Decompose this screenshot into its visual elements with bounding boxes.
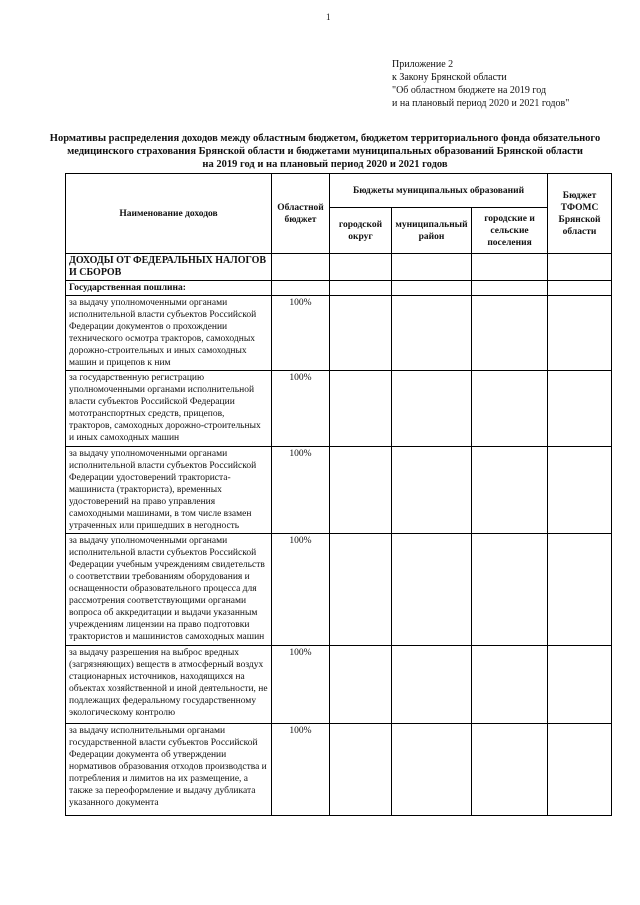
table-row	[66, 447, 612, 534]
subsection-title: Государственная пошлина:	[66, 281, 272, 296]
header-settlements: городские и сельские поселения	[472, 208, 548, 254]
annex-line-2: к Закону Брянской области	[392, 72, 507, 83]
annex-header	[392, 58, 569, 110]
table-row	[66, 371, 612, 447]
header-income-name: Наименование доходов	[66, 174, 272, 254]
document-title	[40, 132, 610, 171]
income-description: за выдачу уполномоченными органами исполнительной власти субъектов Российской Федерации документов о прохождении технического осмотра тракторов, самоходных дорожно-строительных и иных самоходных машин и прицепов к ним	[66, 296, 272, 371]
regional-share: 100%	[272, 724, 330, 816]
title-line-3: на 2019 год и на плановый период 2020 и 2021 годов	[202, 159, 448, 170]
income-description: за выдачу уполномоченными органами исполнительной власти субъектов Российской Федерации учебным учреждениям свидетельств о соответствии требованиям оборудования и оснащенности образовательного процесса для рассмотрения соответствующими органами вопроса об аккредитации и выдачи указанным учреждениям лицензии на право подготовки трактористов и машинистов самоходных машин	[66, 534, 272, 646]
table-row	[66, 646, 612, 724]
regional-share: 100%	[272, 296, 330, 371]
income-description: за выдачу уполномоченными органами исполнительной власти субъектов Российской Федерации удостоверений тракториста-машиниста (тракториста), временных удостоверений на право управления самоходными машинами, в том числе взамен утраченных или пришедших в негодность	[66, 447, 272, 534]
annex-line-4: и на плановый период 2020 и 2021 годов"	[392, 98, 570, 109]
subsection-row	[66, 281, 612, 296]
header-tfoms-budget: Бюджет ТФОМС Брянской области	[548, 174, 612, 254]
regional-share: 100%	[272, 371, 330, 447]
header-municipal-budgets: Бюджеты муниципальных образований	[330, 174, 548, 208]
distribution-table	[65, 173, 612, 816]
table-row	[66, 296, 612, 371]
header-municipal-district: муниципальный район	[392, 208, 472, 254]
income-description: за выдачу разрешения на выброс вредных (загрязняющих) веществ в атмосферный воздух стационарных источников, находящихся на объектах хозяйственной и иной деятельности, не подлежащих федеральному государственному экологическому контролю	[66, 646, 272, 724]
income-description: за государственную регистрацию уполномоченными органами исполнительной власти субъектов Российской Федерации мототранспортных средств, прицепов, тракторов, самоходных дорожно-строительных и иных самоходных машин	[66, 371, 272, 447]
table-row	[66, 534, 612, 646]
section-row	[66, 254, 612, 281]
annex-line-3: "Об областном бюджете на 2019 год	[392, 85, 547, 96]
annex-line-1: Приложение 2	[392, 59, 454, 70]
income-description: за выдачу исполнительными органами государственной власти субъектов Российской Федерации документа об утверждении нормативов образования отходов производства и потребления и лимитов на их размещение, а также за переоформление и выдачу дубликата указанного документа	[66, 724, 272, 816]
regional-share: 100%	[272, 646, 330, 724]
header-regional-budget: Областной бюджет	[272, 174, 330, 254]
regional-share: 100%	[272, 447, 330, 534]
title-line-1: Нормативы распределения доходов между областным бюджетом, бюджетом территориального фонда обязательного	[49, 133, 601, 144]
table-row	[66, 724, 612, 816]
regional-share: 100%	[272, 534, 330, 646]
title-line-2: медицинского страхования Брянской области и бюджетами муниципальных образований Брянской области	[67, 146, 583, 157]
page-number: 1	[326, 12, 331, 22]
header-city-district: городской округ	[330, 208, 392, 254]
section-title: ДОХОДЫ ОТ ФЕДЕРАЛЬНЫХ НАЛОГОВ И СБОРОВ	[66, 254, 272, 281]
